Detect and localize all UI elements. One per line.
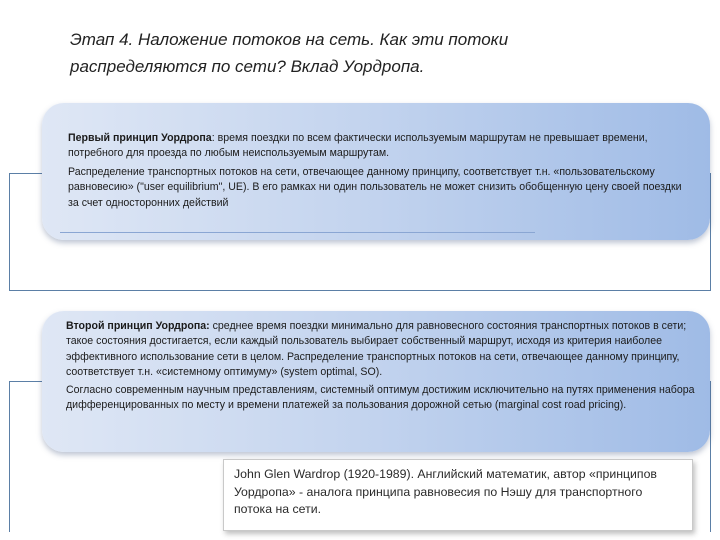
- principle-1-definition: : время поездки по всем фактически используемым маршрутам не превышает времени, потребного для проезда по любым неиспользуемым маршрутам.: [68, 132, 648, 160]
- principle-2-definition: среднее время поездки минимально для равновесного состояния транспортных потоков в сети; такое состояния достигается, если каждый пользователь выбирает собственный маршрут, исходя из критерия наиболее эффективного использование сети в целом. Распределение транспортных потоков на сети, отвечающее данному принципу, соответствует т.н. «системному оптимуму» (system optimal, SO).: [66, 320, 687, 379]
- principle-2-text: [66, 319, 696, 381]
- principle-1-text: [68, 131, 692, 162]
- principle-1-paragraph-2: Распределение транспортных потоков на сети, отвечающее данному принципу, соответствует т.н. «пользовательскому равновесию» ("user equilibrium", UE). В его рамках ни один пользователь не может снизить обобщенную цену своей поездки за счет односторонних действий: [68, 165, 682, 209]
- title-line-1: Этап 4. Наложение потоков на сеть. Как эти потоки: [70, 30, 509, 49]
- title-line-2: распределяются по сети? Вклад Уордропа.: [70, 57, 425, 76]
- principle-1-block: [42, 103, 710, 240]
- divider-line: [60, 232, 535, 233]
- slide-title: [70, 26, 630, 80]
- principle-2-heading: Второй принцип Уордропа:: [66, 320, 210, 332]
- principle-1-heading: Первый принцип Уордропа: [68, 132, 212, 144]
- author-note: John Glen Wardrop (1920-1989). Английский математик, автор «принципов Уордропа» - аналога принципа равновесия по Нэшу для транспортного потока на сети.: [223, 459, 693, 531]
- principle-2-block: [42, 311, 710, 452]
- principle-2-paragraph-2: Согласно современным научным представлениям, системный оптимум достижим исключительно на путях применения набора дифференцированных по месту и времени платежей за пользования дорожной сетью (marginal cost road pricing).: [66, 383, 695, 412]
